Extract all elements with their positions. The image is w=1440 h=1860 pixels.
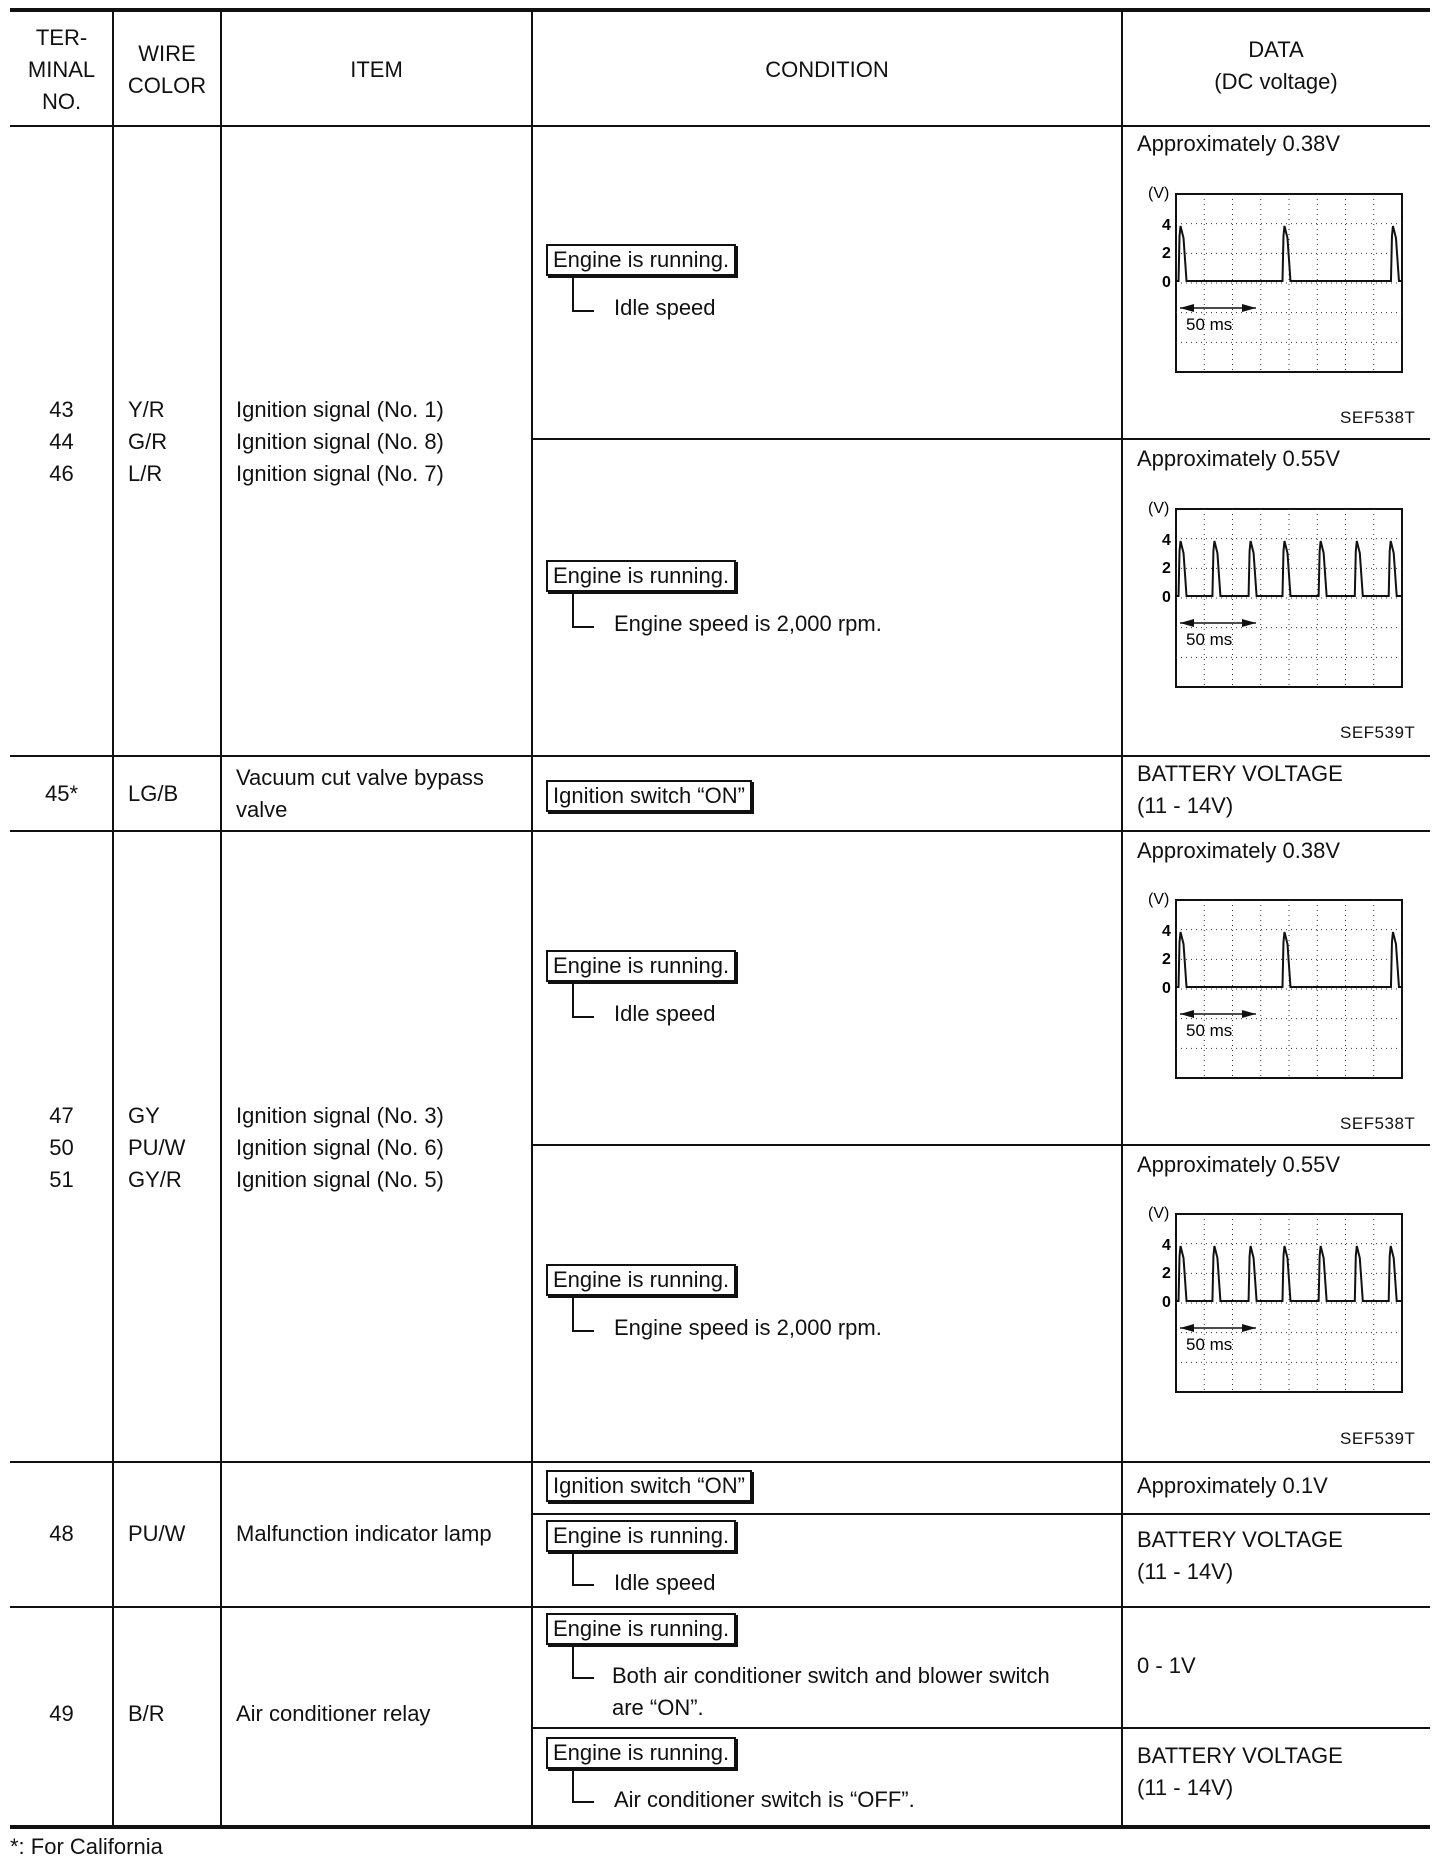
scope-unit: (V) xyxy=(1148,891,1170,908)
item-text: Malfunction indicator lamp xyxy=(236,1521,492,1546)
scope-unit: (V) xyxy=(1148,185,1170,202)
header-data: DATA (DC voltage) xyxy=(1214,37,1338,94)
wire-color: LG/B xyxy=(128,781,179,806)
item-text: Air conditioner relay xyxy=(236,1701,431,1726)
header-condition: CONDITION xyxy=(765,57,889,82)
scope-tick-label: 4 xyxy=(1162,532,1171,549)
oscilloscope-waveform-2000rpm xyxy=(1138,495,1408,690)
condition-bracket xyxy=(572,984,594,1018)
wire-colors-g3: GY PU/W GY/R xyxy=(128,1103,186,1192)
scope-tick-label: 2 xyxy=(1162,560,1171,577)
figure-code: SEF538T xyxy=(1340,408,1416,427)
condition-sub: Engine speed is 2,000 rpm. xyxy=(614,1315,882,1340)
scope-frame xyxy=(1176,1214,1402,1392)
data-value: 0 - 1V xyxy=(1137,1653,1196,1678)
header-wire-color: WIRE COLOR xyxy=(127,41,207,98)
scope-tick-label: 0 xyxy=(1162,589,1171,606)
condition-bracket xyxy=(572,1771,594,1803)
condition-sub: Idle speed xyxy=(614,1570,716,1595)
oscilloscope-waveform-2000rpm xyxy=(1138,1200,1408,1395)
data-value: Approximately 0.55V xyxy=(1137,1152,1340,1177)
terminal-number: 49 xyxy=(49,1701,74,1726)
footnote: *: For California xyxy=(10,1834,163,1859)
terminal-number: 45* xyxy=(44,781,79,806)
condition-bracket xyxy=(572,278,594,312)
figure-code: SEF538T xyxy=(1340,1114,1416,1133)
data-value: Approximately 0.38V xyxy=(1137,131,1340,156)
scope-time-label: 50 ms xyxy=(1186,630,1233,649)
data-value: BATTERY VOLTAGE (11 - 14V) xyxy=(1137,1743,1343,1800)
condition-bracket xyxy=(572,1554,594,1586)
terminal-numbers-g1: 43 44 46 xyxy=(49,397,74,486)
terminal-numbers-g3: 47 50 51 xyxy=(49,1103,74,1192)
condition-box: Engine is running. xyxy=(546,1264,736,1296)
condition-sub: Both air conditioner switch and blower switch are “ON”. xyxy=(612,1663,1050,1720)
scope-tick-label: 4 xyxy=(1162,217,1171,234)
scope-unit: (V) xyxy=(1148,500,1170,517)
figure-code: SEF539T xyxy=(1340,1429,1416,1448)
condition-bracket xyxy=(572,594,594,628)
data-value: Approximately 0.1V xyxy=(1137,1473,1328,1498)
scope-tick-label: 2 xyxy=(1162,951,1171,968)
header-item: ITEM xyxy=(350,57,403,82)
condition-box: Ignition switch “ON” xyxy=(546,1470,752,1502)
header-terminal: TER- MINAL NO. xyxy=(27,25,96,114)
scope-time-label: 50 ms xyxy=(1186,1021,1233,1040)
scope-tick-label: 0 xyxy=(1162,980,1171,997)
condition-bracket xyxy=(572,1647,594,1679)
scope-tick-label: 0 xyxy=(1162,1294,1171,1311)
scope-frame xyxy=(1176,194,1402,372)
condition-bracket xyxy=(572,1298,594,1332)
terminal-number: 48 xyxy=(49,1521,74,1546)
scope-tick-label: 4 xyxy=(1162,1237,1171,1254)
scope-time-label: 50 ms xyxy=(1186,1335,1233,1354)
condition-box: Engine is running. xyxy=(546,560,736,592)
wire-colors-g1: Y/R G/R L/R xyxy=(128,397,168,486)
scope-tick-label: 2 xyxy=(1162,245,1171,262)
condition-box: Engine is running. xyxy=(546,950,736,982)
data-value: BATTERY VOLTAGE (11 - 14V) xyxy=(1137,1527,1343,1584)
condition-box: Engine is running. xyxy=(546,1613,736,1645)
condition-box: Engine is running. xyxy=(546,244,736,276)
data-value: BATTERY VOLTAGE (11 - 14V) xyxy=(1137,761,1343,818)
data-value: Approximately 0.55V xyxy=(1137,446,1340,471)
scope-frame xyxy=(1176,509,1402,687)
condition-sub: Engine speed is 2,000 rpm. xyxy=(614,611,882,636)
wire-color: PU/W xyxy=(128,1521,186,1546)
scope-time-label: 50 ms xyxy=(1186,315,1233,334)
data-value: Approximately 0.38V xyxy=(1137,838,1340,863)
item-text: Vacuum cut valve bypass valve xyxy=(236,765,484,822)
oscilloscope-waveform-idle xyxy=(1138,180,1408,375)
condition-sub: Idle speed xyxy=(614,295,716,320)
scope-tick-label: 0 xyxy=(1162,274,1171,291)
condition-sub: Air conditioner switch is “OFF”. xyxy=(614,1787,915,1812)
items-g3: Ignition signal (No. 3) Ignition signal (No. 6) Ignition signal (No. 5) xyxy=(236,1103,444,1192)
condition-box: Engine is running. xyxy=(546,1737,736,1769)
oscilloscope-waveform-idle xyxy=(1138,886,1408,1081)
scope-tick-label: 4 xyxy=(1162,923,1171,940)
condition-box: Engine is running. xyxy=(546,1520,736,1552)
wire-color: B/R xyxy=(128,1701,165,1726)
scope-unit: (V) xyxy=(1148,1205,1170,1222)
condition-sub: Idle speed xyxy=(614,1001,716,1026)
condition-box: Ignition switch “ON” xyxy=(546,780,752,812)
scope-frame xyxy=(1176,900,1402,1078)
figure-code: SEF539T xyxy=(1340,723,1416,742)
items-g1: Ignition signal (No. 1) Ignition signal (No. 8) Ignition signal (No. 7) xyxy=(236,397,444,486)
scope-tick-label: 2 xyxy=(1162,1265,1171,1282)
